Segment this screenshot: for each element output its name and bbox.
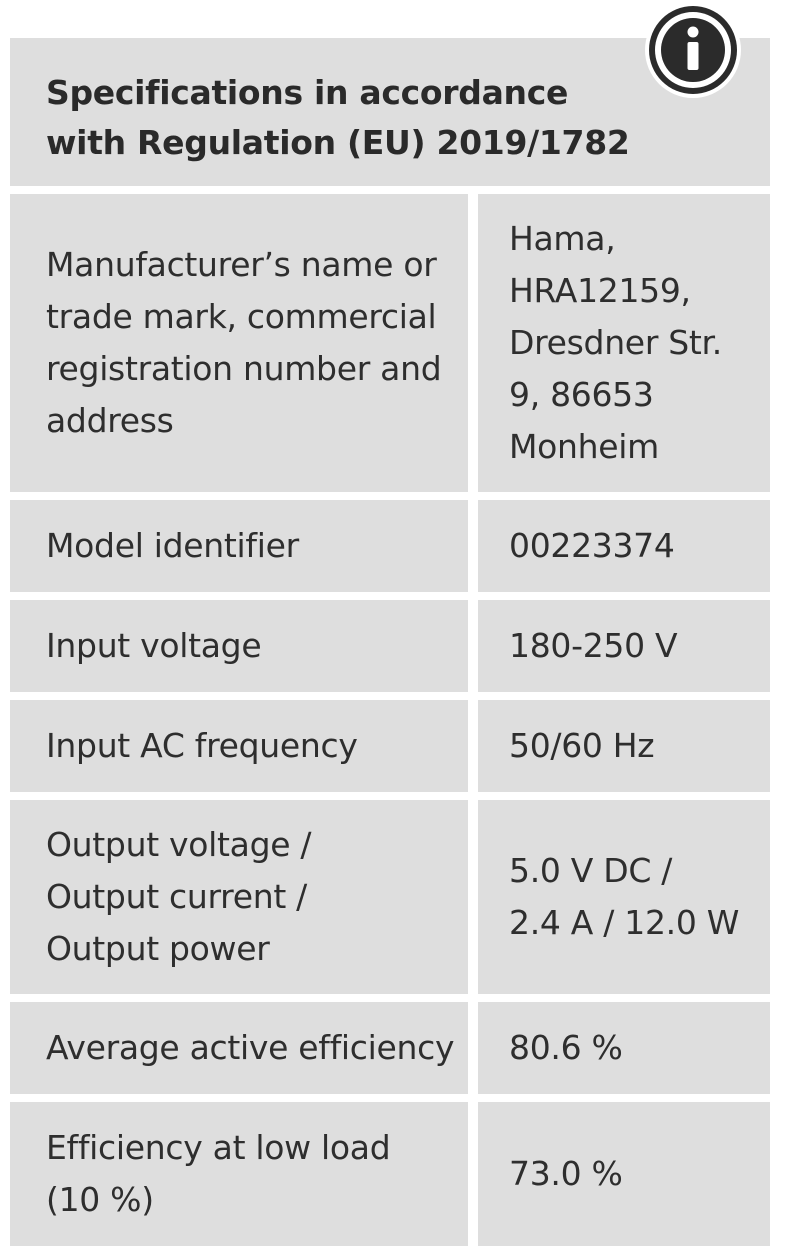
spec-label: Output voltage / Output current / Output power [10, 800, 468, 994]
spec-value: 00223374 [478, 500, 770, 592]
info-icon-graphic [647, 4, 739, 96]
spec-value: 73.0 % [478, 1102, 770, 1246]
table-row [10, 700, 770, 792]
spec-label: Average active efficiency [10, 1002, 468, 1094]
spec-label: Efficiency at low load (10 %) [10, 1102, 468, 1246]
spec-value: 50/60 Hz [478, 700, 770, 792]
spec-value: 5.0 V DC / 2.4 A / 12.0 W [478, 800, 770, 994]
spec-label: Model identifier [10, 500, 468, 592]
table-row [10, 800, 770, 994]
table-row [10, 600, 770, 692]
spec-label: Input voltage [10, 600, 468, 692]
table-row [10, 1002, 770, 1094]
spec-value: 180-250 V [478, 600, 770, 692]
table-row [10, 194, 770, 492]
table-row [10, 500, 770, 592]
page-title: Specifications in accordance with Regulation (EU) 2019/1782 [46, 73, 630, 162]
spec-table [10, 38, 770, 1254]
spec-value: Hama, HRA12159, Dresdner Str. 9, 86653 Monheim [478, 194, 770, 492]
spec-label: Input AC frequency [10, 700, 468, 792]
table-row [10, 1102, 770, 1246]
spec-value: 80.6 % [478, 1002, 770, 1094]
spec-label: Manufacturer’s name or trade mark, commercial registration number and address [10, 194, 468, 492]
info-icon [645, 2, 741, 98]
